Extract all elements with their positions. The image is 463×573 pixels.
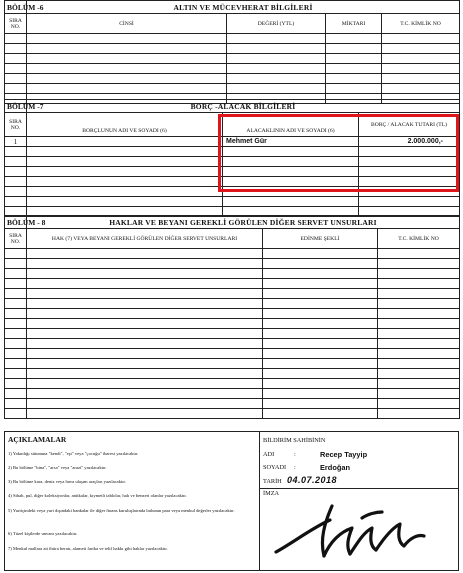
declarant-panel [260,432,458,570]
table-row [5,399,460,409]
section-8-number: BÖLÜM - 8 [5,216,27,229]
table-row [5,84,460,94]
row-creditor: Mehmet Gür [223,137,359,147]
note-7: 7) Menkul mallara ait ihtira beratı, alameti farika ve telif hakkı gibi haklar yazılacaktır. [8,546,168,551]
table-row [5,329,460,339]
table-row [5,349,460,359]
col-debtor: BORÇLUNUN ADI VE SOYADI (6) [27,113,223,137]
table-row [5,309,460,319]
footer-block [4,431,459,571]
explanations-title: AÇIKLAMALAR [8,435,67,444]
date-label: TARİH [263,478,282,485]
name-value: Recep Tayyip [320,450,368,459]
table-row [5,259,460,269]
table-row [5,197,460,207]
col-creditor: ALACAKLININ ADI VE SOYADI (6) [223,113,359,137]
table-row [5,409,460,419]
table-row [5,34,460,44]
note-2: 2) Bu bölüme "bina", "arsa" veya "arazi" yazılacaktır. [8,465,107,470]
row-number: 1 [5,137,27,147]
section-7-title: BORÇ -ALACAK BİLGİLERİ [27,100,460,113]
col-quantity: MİKTARI [326,14,382,34]
note-1: 1) Yakınlığı sütununa "kendi", "eşi" veya "çocuğu" ibaresi yazılacaktır. [8,451,139,456]
table-row [5,44,460,54]
note-6: 6) Tüzel kişilerde unvanı yazılacaktır. [8,531,78,536]
section-6-title: ALTIN VE MÜCEVHERAT BİLGİLERİ [27,1,460,14]
explanations-panel [5,432,260,570]
col-kind: CİNSİ [27,14,227,34]
surname-label: SOYADI [263,464,287,471]
table-row [5,64,460,74]
table-row [5,339,460,349]
section-6-table [4,0,460,104]
surname-value: Erdoğan [320,463,350,472]
col-sira-no: SIRA NO. [5,14,27,34]
table-row [5,269,460,279]
table-row [5,299,460,309]
highlight-box [218,114,459,192]
col-value: DEĞERİ (YTL) [227,14,326,34]
section-8-title: HAKLAR VE BEYANI GEREKLİ GÖRÜLEN DİĞER SERVET UNSURLARI [27,216,460,229]
date-value: 04.07.2018 [287,475,338,485]
col-amount: BORÇ / ALACAK TUTARI (TL) [359,113,460,137]
colon: : [294,451,296,458]
col-sira-no: SIRA NO. [5,113,27,137]
note-3: 3) Bu bölüme kara, deniz veya hava ulaşım araçları yazılacaktır. [8,479,126,484]
table-row [5,279,460,289]
row-debtor [27,137,223,147]
note-5: 5) Yurtiçindeki veya yurt dışındaki bankalar ile diğer finans kuruluşlarında bulunan para veya menkul değerler yazılacaktır. [8,508,235,513]
declarant-title: BİLDİRİM SAHİBİNİN [263,437,326,444]
note-4: 4) Sihah, pul, diğer koleksiyonlar, antikalar, kıymetli tablolar, halı ve benzeri olanlar yazılacaktır. [8,493,187,498]
section-7-number: BÖLÜM -7 [5,100,27,113]
col-sira-no: SIRA NO. [5,229,27,249]
signature-label: İMZA [263,490,280,497]
col-acquisition: EDİNME ŞEKLİ [263,229,378,249]
table-row [5,369,460,379]
table-row [5,74,460,84]
col-tc-id: T.C. KİMLİK NO [378,229,460,249]
colon: : [294,464,296,471]
declaration-form-page [4,0,459,571]
table-row [5,289,460,299]
table-row [5,249,460,259]
signature-image [272,498,442,566]
table-row [5,359,460,369]
table-row [5,319,460,329]
name-label: ADI [263,451,275,458]
col-right: HAK (7) VEYA BEYANI GEREKLİ GÖRÜLEN DİĞER SERVET UNSURLARI [27,229,263,249]
col-tc-id: T.C. KİMLİK NO [382,14,460,34]
section-8-table [4,215,460,419]
table-row [5,379,460,389]
row-amount: 2.000.000,- [359,137,460,147]
section-6-number: BÖLÜM -6 [5,1,27,14]
table-row [5,389,460,399]
divider [260,488,458,489]
table-row [5,54,460,64]
